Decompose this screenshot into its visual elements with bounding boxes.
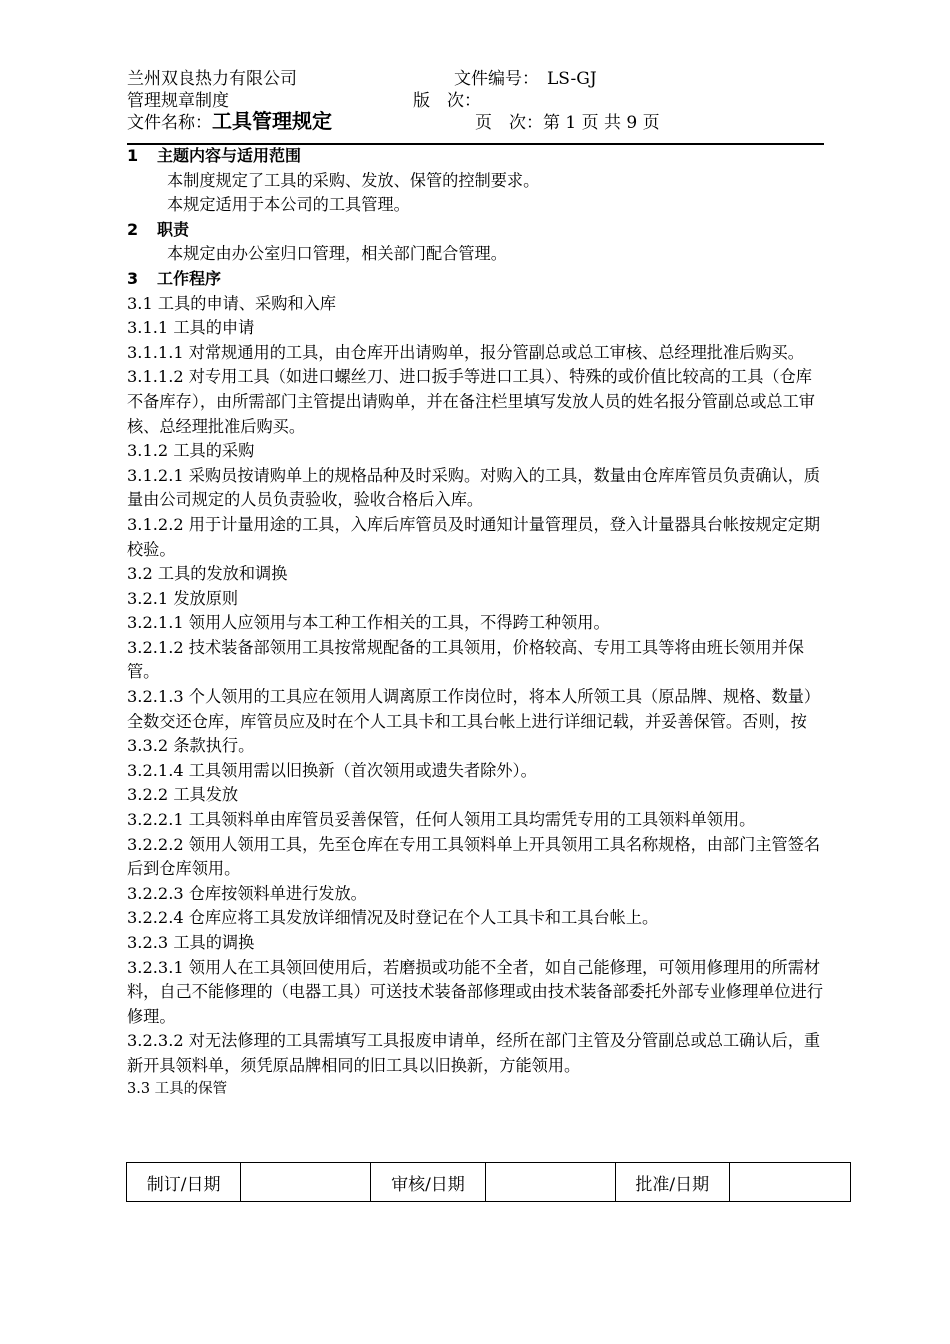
paragraph: 3.2.2.3 仓库按领料单进行发放。 — [127, 883, 367, 903]
paragraph: 3.2.1.1 领用人应领用与本工种工作相关的工具，不得跨工种领用。 — [127, 613, 610, 633]
doc-number-value: LS-GJ — [547, 69, 597, 89]
subsection-heading: 3.2.2 工具发放 — [127, 785, 239, 805]
company-name: 兰州双良热力有限公司 — [127, 69, 297, 89]
paragraph: 3.2.3.1 领用人在工具领回使用后，若磨损或功能不全者，如自己能修理，可领用修理用的所需材料，自己不能修理的（电器工具）可送技术装备部修理或由技术装备部委托外部专业修理单位进行修理。 — [127, 957, 824, 1026]
paragraph: 本制度规定了工具的采购、发放、保管的控制要求。 — [167, 170, 540, 190]
table-row — [127, 1163, 851, 1202]
subsection-heading: 3.1.2 工具的采购 — [127, 441, 255, 461]
page-value: 第 1 页 共 9 页 — [543, 113, 660, 133]
document-body — [127, 144, 827, 1099]
paragraph: 3.2.1.2 技术装备部领用工具按常规配备的工具领用，价格较高、专用工具等将由班长领用并保管。 — [127, 637, 804, 682]
doc-number — [454, 68, 597, 90]
doc-number-label: 文件编号： — [454, 69, 539, 89]
paragraph: 本规定由办公室归口管理，相关部门配合管理。 — [167, 244, 507, 264]
subsection-heading: 3.1 工具的申请、采购和入库 — [127, 293, 336, 313]
drafted-field[interactable] — [241, 1163, 371, 1202]
page-label: 页 次： — [475, 113, 543, 133]
paragraph: 3.2.1.4 工具领用需以旧换新（首次领用或遗失者除外）。 — [127, 760, 537, 780]
version-label: 版 次： — [413, 91, 481, 111]
reviewed-field[interactable] — [485, 1163, 615, 1202]
file-name — [127, 110, 332, 134]
paragraph: 3.1.1.1 对常规通用的工具，由仓库开出请购单，报分管副总或总工审核、总经理批准后购买。 — [127, 342, 804, 362]
approved-field[interactable] — [729, 1163, 850, 1202]
paragraph: 3.2.2.2 领用人领用工具，先至仓库在专用工具领料单上开具领用工具名称规格，由部门主管签名后到仓库领用。 — [127, 834, 821, 879]
paragraph: 本规定适用于本公司的工具管理。 — [167, 195, 410, 215]
drafted-label: 制订/日期 — [127, 1163, 241, 1202]
section-heading-2: 2 职责 — [127, 219, 190, 239]
paragraph: 3.1.2.2 用于计量用途的工具，入库后库管员及时通知计量管理员，登入计量器具台帐按规定定期校验。 — [127, 514, 821, 559]
signoff-table — [126, 1162, 851, 1202]
page-number — [475, 112, 660, 134]
paragraph: 3.2.3.2 对无法修理的工具需填写工具报废申请单，经所在部门主管及分管副总或总工确认后，重新开具领料单，须凭原品牌相同的旧工具以旧换新，方能领用。 — [127, 1031, 821, 1075]
subsection-heading: 3.1.1 工具的申请 — [127, 318, 255, 338]
doc-category: 管理规章制度 — [127, 91, 229, 111]
paragraph: 3.2.1.3 个人领用的工具应在领用人调离原工作岗位时，将本人所领工具（原品牌、规格、数量）全数交还仓库，库管员应及时在个人工具卡和工具台帐上进行详细记载，并妥善保管。否则，按 3.3.2 条款执行。 — [127, 687, 821, 756]
file-name-label: 文件名称： — [127, 113, 212, 133]
subsection-heading: 3.3 工具的保管 — [127, 1080, 228, 1097]
approved-label: 批准/日期 — [615, 1163, 729, 1202]
subsection-heading: 3.2.1 发放原则 — [127, 588, 239, 608]
subsection-heading: 3.2.3 工具的调换 — [127, 933, 255, 952]
section-heading-1: 1 主题内容与适用范围 — [127, 146, 302, 165]
reviewed-label: 审核/日期 — [371, 1163, 485, 1202]
section-heading-3: 3 工作程序 — [127, 268, 222, 288]
subsection-heading: 3.2 工具的发放和调换 — [127, 564, 288, 584]
paragraph: 3.2.2.4 仓库应将工具发放详细情况及时登记在个人工具卡和工具台帐上。 — [127, 908, 659, 928]
document-title: 工具管理规定 — [212, 109, 332, 133]
paragraph: 3.1.2.1 采购员按请购单上的规格品种及时采购。对购入的工具，数量由仓库库管员负责确认，质量由公司规定的人员负责验收，验收合格后入库。 — [127, 465, 821, 510]
paragraph: 3.2.2.1 工具领料单由库管员妥善保管，任何人领用工具均需凭专用的工具领料单领用。 — [127, 810, 756, 830]
paragraph: 3.1.1.2 对专用工具（如进口螺丝刀、进口扳手等进口工具）、特殊的或价值比较高的工具（仓库不备库存），由所需部门主管提出请购单，并在备注栏里填写发放人员的姓名报分管副总或总工审核、总经理批准后购买。 — [127, 367, 815, 436]
